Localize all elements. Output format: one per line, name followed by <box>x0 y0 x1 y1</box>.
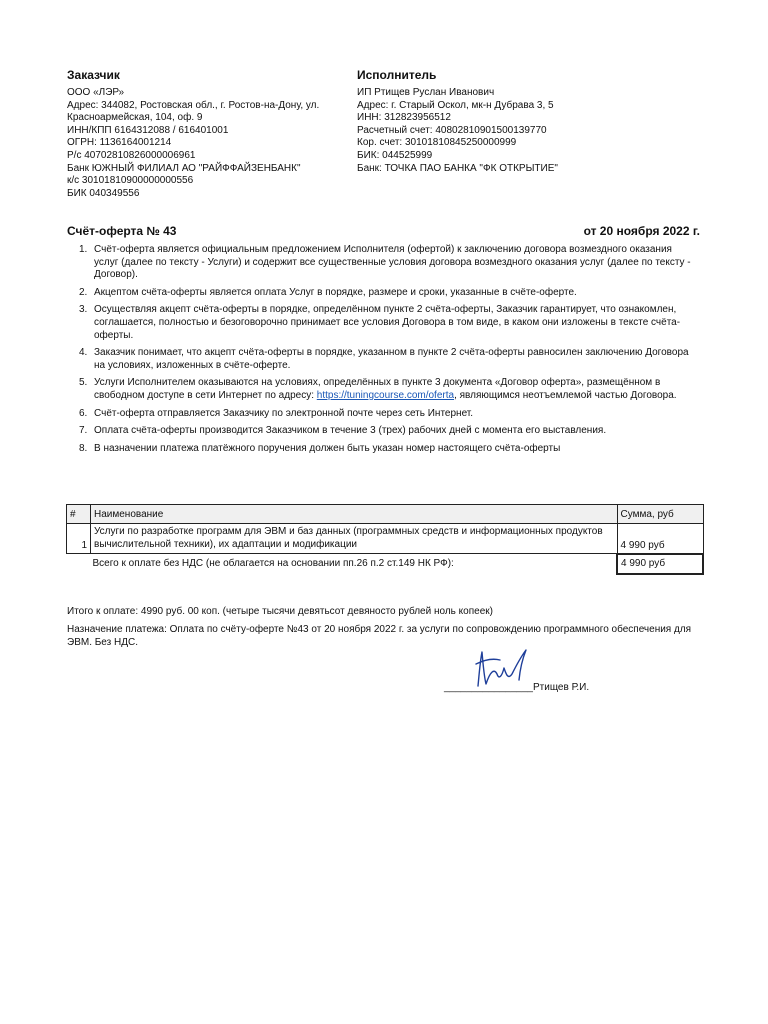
contractor-heading: Исполнитель <box>357 68 437 82</box>
row-name: Услуги по разработке программ для ЭВМ и баз данных (программных средств и информационных продуктов вычислительной техники), их адаптации и модификации <box>91 524 618 554</box>
term-item: 6. Счёт-оферта отправляется Заказчику по электронной почте через сеть Интернет. <box>79 407 474 419</box>
signatory-name: Ртищев Р.И. <box>532 682 590 693</box>
offer-link[interactable]: https://tuningcourse.com/oferta <box>316 389 455 401</box>
offer-date: от 20 ноября 2022 г. <box>583 224 700 238</box>
customer-details <box>67 87 352 200</box>
total-label: Всего к оплате без НДС (не облагается на основании пп.26 п.2 ст.149 НК РФ): <box>92 558 454 570</box>
total-value: 4 990 руб <box>617 554 703 574</box>
total-summary: Итого к оплате: 4990 руб. 00 коп. (четыре тысячи девятьсот девяносто рублей ноль копеек) <box>67 606 493 617</box>
table-header-cell: # <box>67 505 91 524</box>
signature-line: ________________ <box>444 682 533 693</box>
term-item: 7. Оплата счёта-оферты производится Заказчиком в течение 3 (трех) рабочих дней с момента его выставления. <box>79 425 607 437</box>
contractor-line: БИК: 044525999 <box>357 149 433 161</box>
customer-line: Банк ЮЖНЫЙ ФИЛИАЛ АО "РАЙФФАЙЗЕНБАНК" <box>67 162 301 174</box>
contractor-line: Банк: ТОЧКА ПАО БАНКА "ФК ОТКРЫТИЕ" <box>357 162 558 174</box>
term-item: 4. Заказчик понимает, что акцепт счёта-оферты в порядке, указанном в пункте 2 счёта-оферты равносилен заключению Договора на условиях, изложенных в счёте-оферте. <box>79 347 689 371</box>
customer-line: Адрес: 344082, Ростовская обл., г. Ростов-на-Дону, ул. <box>67 99 320 111</box>
table-row <box>67 524 704 554</box>
customer-line: ОГРН: 1136164001214 <box>67 137 172 149</box>
customer-line: к/с 30101810900000000556 <box>67 175 194 187</box>
payment-purpose: Назначение платежа: Оплата по счёту-оферте №43 от 20 ноября 2022 г. за услуги по сопровождению программного обеспечения для ЭВМ. Без НДС. <box>67 624 692 648</box>
contractor-details <box>357 87 657 175</box>
customer-heading: Заказчик <box>67 68 120 82</box>
term-item: 1. Счёт-оферта является официальным предложением Исполнителя (офертой) к заключению договора возмездного оказания услуг (далее по тексту - Услуги) и содержит все существенные условия договора возмездного оказания услуг (далее по тексту - Договор). <box>79 244 691 281</box>
customer-line: ООО «ЛЭР» <box>67 87 125 98</box>
row-sum: 4 990 руб <box>617 524 703 554</box>
contractor-line: Кор. счет: 30101810845250000999 <box>357 137 517 149</box>
term-item: 2. Акцептом счёта-оферты является оплата Услуг в порядке, размере и сроки, указанные в счёте-оферте. <box>79 286 577 298</box>
contractor-line: Адрес: г. Старый Оскол, мк-н Дубрава 3, 5 <box>357 99 554 111</box>
term-item: 8. В назначении платежа платёжного поручения должен быть указан номер настоящего счёта-оферты <box>79 442 561 454</box>
signature-block <box>444 682 589 693</box>
term-item: 3. Осуществляя акцепт счёта-оферты в порядке, определённом пункте 2 счёта-оферты, Заказчик гарантирует, что ознакомлен, соглашается, полностью и безоговорочно принимает все условия Договора в том виде, в каком они изложены в тексте счёта-оферты. <box>79 304 681 341</box>
customer-line: БИК 040349556 <box>67 187 140 199</box>
table-header-cell: Сумма, руб <box>617 505 703 524</box>
contractor-line: ИНН: 312823956512 <box>357 112 451 124</box>
customer-line: Р/с 40702810826000006961 <box>67 149 196 161</box>
table-header-row <box>67 505 704 524</box>
contractor-line: ИП Ртищев Руслан Иванович <box>357 87 495 98</box>
customer-line: Красноармейская, 104, оф. 9 <box>67 112 203 124</box>
terms-list <box>67 244 697 460</box>
contractor-line: Расчетный счет: 40802810901500139770 <box>357 124 547 136</box>
table-header-cell: Наименование <box>91 505 618 524</box>
row-number: 1 <box>67 524 91 554</box>
invoice-table <box>66 504 704 575</box>
term-item: 5. Услуги Исполнителем оказываются на условиях, определённых в пункте 3 документа «Договор оферта», размещённом в свободном доступе в сети Интернет по адресу: https://tuningcourse.com/oferta, являющимся неотъемлемой частью Договора. <box>79 377 677 401</box>
total-row <box>67 554 704 574</box>
offer-title: Счёт-оферта № 43 <box>67 224 177 238</box>
customer-line: ИНН/КПП 6164312088 / 616401001 <box>67 124 229 136</box>
